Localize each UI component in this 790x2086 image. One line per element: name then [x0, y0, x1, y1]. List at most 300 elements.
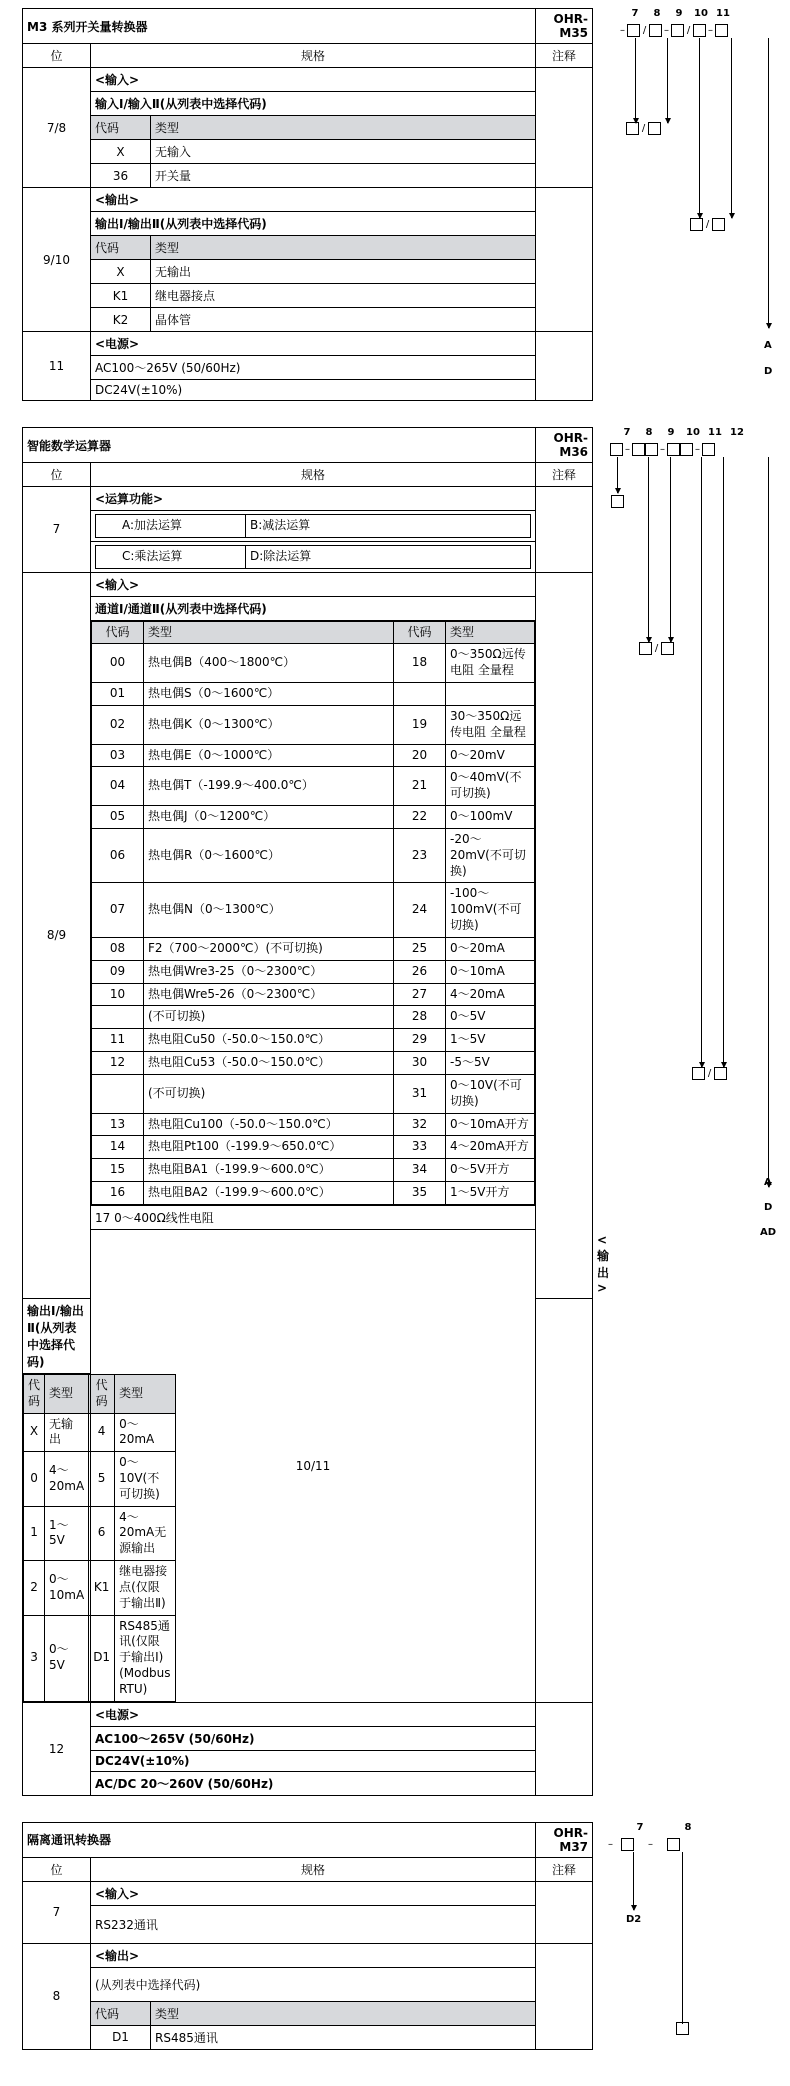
spec-block-m37	[22, 1822, 772, 2050]
code-row	[92, 806, 535, 829]
table-row	[23, 1750, 593, 1771]
plain-value: RS232通讯	[91, 1905, 536, 1943]
slash-separator: /	[642, 25, 647, 36]
digit-label: 12	[730, 427, 744, 438]
type-cell: 30～350Ω远传电阻 全量程	[446, 705, 535, 744]
list-header-row	[92, 621, 535, 644]
code-cell: 12	[92, 1052, 144, 1075]
code-cell: 01	[92, 683, 144, 706]
power-code-ad: AD	[760, 1227, 777, 1238]
code-cell: 20	[394, 744, 446, 767]
code-row	[92, 1136, 535, 1159]
section-subheading: 通道Ⅰ/通道Ⅱ(从列表中选择代码)	[91, 596, 536, 620]
table-row	[23, 620, 593, 1205]
digit-label: 7	[636, 1821, 644, 1833]
leader-line	[648, 457, 649, 642]
note-cell	[536, 68, 593, 188]
leader-line	[768, 38, 769, 328]
code-row	[92, 883, 535, 937]
code-box	[627, 24, 640, 37]
list-header-code: 代码	[89, 1374, 115, 1413]
spec-block-m36	[22, 427, 777, 1796]
section-heading: <输入>	[91, 572, 536, 596]
type-cell: 热电偶B（400～1800℃）	[144, 644, 394, 683]
slash-separator: /	[707, 1068, 712, 1079]
note-cell	[536, 1881, 593, 1943]
code-pair-output	[690, 218, 725, 231]
table-row	[23, 1771, 593, 1795]
section-subheading: (从列表中选择代码)	[91, 1967, 536, 2001]
plain-value: AC/DC 20～260V (50/60Hz)	[91, 1771, 536, 1795]
leader-line	[682, 1852, 683, 2024]
code-cell: 4	[89, 1413, 115, 1452]
code-cell: 19	[394, 705, 446, 744]
code-cell: 34	[394, 1159, 446, 1182]
code-pair-input	[639, 642, 674, 655]
table-row	[23, 164, 593, 188]
code-row	[24, 1615, 176, 1701]
type-cell: 热电阻Pt100（-199.9～650.0℃）	[144, 1136, 394, 1159]
col-header-spec: 规格	[91, 44, 536, 68]
type-cell: 热电偶S（0～1600℃）	[144, 683, 394, 706]
code-cell: 25	[394, 937, 446, 960]
type-cell: 0～10mA	[45, 1561, 89, 1615]
table-row	[23, 1726, 593, 1750]
type-cell: 热电偶Wre5-26（0～2300℃）	[144, 983, 394, 1006]
table-row	[23, 116, 593, 140]
block-model: OHR-M36	[536, 428, 593, 463]
code-cell	[394, 683, 446, 706]
code-row	[92, 744, 535, 767]
code-box	[611, 495, 624, 508]
code-box	[676, 2022, 689, 2035]
code-cell: D1	[89, 1615, 115, 1701]
power-code-a: A	[764, 340, 772, 351]
spec-table-m37	[22, 1822, 593, 2050]
table-row	[23, 212, 593, 236]
list-header-code: 代码	[24, 1374, 45, 1413]
plain-value: AC100～265V (50/60Hz)	[91, 1726, 536, 1750]
code-box	[671, 24, 684, 37]
plain-value: DC24V(±10%)	[91, 1750, 536, 1771]
section-position: 7/8	[23, 68, 91, 188]
table-row	[23, 260, 593, 284]
function-item: D:除法运算	[246, 545, 531, 568]
block-title: 隔离通讯转换器	[23, 1822, 536, 1857]
code-box	[639, 642, 652, 655]
table-row: 10/11 <输出>	[23, 1229, 593, 1298]
table-row	[23, 2001, 593, 2025]
code-box	[667, 1838, 680, 1851]
code-cell: 15	[92, 1159, 144, 1182]
spec-table-m36	[22, 427, 610, 1796]
column-header-row	[23, 463, 593, 487]
power-code-d: D	[764, 366, 773, 377]
code-row	[24, 1561, 176, 1615]
col-header-spec: 规格	[91, 463, 536, 487]
block-model: OHR-M37	[536, 1822, 593, 1857]
code-box	[702, 443, 715, 456]
spec-table-m35	[22, 8, 593, 401]
table-row	[23, 236, 593, 260]
code-row	[92, 644, 535, 683]
type-cell: 无输出	[45, 1413, 89, 1452]
code-box	[692, 1067, 705, 1080]
code-cell: 1	[24, 1506, 45, 1560]
section-position: 8/9	[23, 572, 91, 1298]
function-row	[91, 511, 536, 542]
code-cell: 0	[24, 1452, 45, 1506]
code-row	[92, 1029, 535, 1052]
table-row	[23, 541, 593, 572]
type-cell: 0～10mA开方	[446, 1113, 535, 1136]
type-cell: 0～5V开方	[446, 1159, 535, 1182]
digit-label: 8	[653, 8, 661, 19]
block-title: 智能数学运算器	[23, 428, 536, 463]
code-cell: X	[24, 1413, 45, 1452]
type-cell: 热电阻BA2（-199.9～600.0℃）	[144, 1182, 394, 1205]
type-cell: 无输入	[151, 140, 536, 164]
type-cell: RS485通讯	[151, 2025, 536, 2049]
code-cell: 23	[394, 828, 446, 882]
code-pair-output	[692, 1067, 727, 1080]
type-cell: F2（700～2000℃）(不可切换)	[144, 937, 394, 960]
slash-separator: /	[641, 123, 646, 134]
function-item: A:加法运算	[96, 515, 246, 538]
code-cell: 13	[92, 1113, 144, 1136]
code-cell: 09	[92, 960, 144, 983]
code-box	[712, 218, 725, 231]
code-cell: 5	[89, 1452, 115, 1506]
power-code-a: A	[764, 1177, 772, 1188]
input-tail-row: 17 0～400Ω线性电阻	[91, 1205, 536, 1229]
code-row	[92, 705, 535, 744]
code-box	[649, 24, 662, 37]
digit-label: 10	[694, 8, 708, 19]
type-cell: 热电阻BA1（-199.9～600.0℃）	[144, 1159, 394, 1182]
table-row	[23, 1702, 593, 1726]
code-row	[92, 1052, 535, 1075]
table-row	[23, 511, 593, 542]
note-cell	[536, 487, 593, 573]
type-cell: 0～5V	[45, 1615, 89, 1701]
digit-label: 7	[623, 427, 631, 438]
note-cell	[536, 1702, 593, 1795]
code-cell: D1	[91, 2025, 151, 2049]
table-row	[23, 1905, 593, 1943]
code-cell: 08	[92, 937, 144, 960]
code-cell: X	[91, 260, 151, 284]
section-heading: <输出>	[91, 188, 536, 212]
code-box	[661, 642, 674, 655]
code-row	[92, 1074, 535, 1113]
block-title: M3 系列开关量转换器	[23, 9, 536, 44]
list-header-code: 代码	[92, 621, 144, 644]
code-cell: 3	[24, 1615, 45, 1701]
section-subheading: 输出Ⅰ/输出Ⅱ(从列表中选择代码)	[91, 212, 536, 236]
col-header-note: 注释	[536, 44, 593, 68]
code-cell: 35	[394, 1182, 446, 1205]
code-cell: K1	[89, 1561, 115, 1615]
table-row	[23, 380, 593, 401]
list-header-type: 类型	[115, 1374, 175, 1413]
table-row	[23, 188, 593, 212]
note-cell	[536, 572, 593, 1298]
type-cell: 0～100mV	[446, 806, 535, 829]
leader-line	[731, 38, 732, 218]
code-box	[648, 122, 661, 135]
digit-label: 8	[645, 427, 653, 438]
digit-label: 9	[667, 427, 675, 438]
type-cell: 0～40mV(不可切换)	[446, 767, 535, 806]
code-cell: 22	[394, 806, 446, 829]
block-model: OHR-M35	[536, 9, 593, 44]
type-cell: 继电器接点(仅限于输出Ⅱ)	[115, 1561, 175, 1615]
code-row	[92, 983, 535, 1006]
slash-separator: /	[686, 25, 691, 36]
code-cell: 03	[92, 744, 144, 767]
list-header-code: 代码	[91, 2001, 151, 2025]
code-cell: K2	[91, 308, 151, 332]
code-cell: 2	[24, 1561, 45, 1615]
model-code-diagram-m37	[608, 1821, 790, 2050]
list-header-type: 类型	[446, 621, 535, 644]
dash-separator: –	[620, 25, 625, 36]
code-cell: 30	[394, 1052, 446, 1075]
type-cell: 热电阻Cu100（-50.0～150.0℃）	[144, 1113, 394, 1136]
type-cell: 开关量	[151, 164, 536, 188]
table-row	[23, 332, 593, 356]
type-cell: RS485通讯(仅限于输出Ⅰ)(Modbus RTU)	[115, 1615, 175, 1701]
column-header-row	[23, 1857, 593, 1881]
table-row	[23, 487, 593, 511]
type-cell	[446, 683, 535, 706]
type-cell: 4～20mA	[446, 983, 535, 1006]
section-position: 12	[23, 1702, 91, 1795]
dash-separator: –	[608, 1838, 613, 1850]
col-header-pos: 位	[23, 1857, 91, 1881]
function-item: B:减法运算	[246, 515, 531, 538]
code-cell: 31	[394, 1074, 446, 1113]
table-row	[23, 2025, 593, 2049]
type-cell: 4～20mA无源输出	[115, 1506, 175, 1560]
note-cell	[536, 332, 593, 401]
code-box	[715, 24, 728, 37]
type-cell: 0～20mA	[446, 937, 535, 960]
table-row	[23, 596, 593, 620]
dash-separator: –	[664, 25, 669, 36]
list-header-code: 代码	[91, 116, 151, 140]
digit-label: 8	[684, 1821, 692, 1833]
code-row	[92, 828, 535, 882]
code-cell: 10	[92, 983, 144, 1006]
list-header-code: 代码	[394, 621, 446, 644]
list-header-code: 代码	[91, 236, 151, 260]
table-row	[23, 356, 593, 380]
code-cell: 02	[92, 705, 144, 744]
slash-separator: /	[654, 643, 659, 654]
type-cell: 1～5V开方	[446, 1182, 535, 1205]
input-code-list	[91, 620, 536, 1205]
digit-label: 11	[716, 8, 730, 19]
code-cell: 28	[394, 1006, 446, 1029]
code-box	[680, 443, 693, 456]
digit-label: 7	[631, 8, 639, 19]
code-cell: 6	[89, 1506, 115, 1560]
dash-separator: –	[660, 444, 665, 455]
type-cell: 热电偶J（0～1200℃）	[144, 806, 394, 829]
section-heading: <电源>	[91, 332, 536, 356]
code-cell: 27	[394, 983, 446, 1006]
code-box	[714, 1067, 727, 1080]
code-row	[92, 1182, 535, 1205]
code-row	[92, 960, 535, 983]
section-subheading: 输出Ⅰ/输出Ⅱ(从列表中选择代码)	[23, 1298, 91, 1373]
power-code-d: D	[764, 1202, 773, 1213]
type-cell: 热电阻Cu50（-50.0～150.0℃）	[144, 1029, 394, 1052]
list-header-type: 类型	[144, 621, 394, 644]
code-box	[632, 443, 645, 456]
code-box	[626, 122, 639, 135]
table-row	[23, 1205, 593, 1229]
leader-line	[667, 38, 668, 123]
code-box	[621, 1838, 634, 1851]
list-header-type: 类型	[151, 236, 536, 260]
section-position: 8	[23, 1943, 91, 2049]
type-cell: 热电阻Cu53（-50.0～150.0℃）	[144, 1052, 394, 1075]
type-cell: 热电偶N（0～1300℃）	[144, 883, 394, 937]
note-cell	[536, 1943, 593, 2049]
leader-line	[723, 457, 724, 1067]
code-cell: 36	[91, 164, 151, 188]
type-cell: 1～5V	[446, 1029, 535, 1052]
type-cell: 热电偶T（-199.9～400.0℃）	[144, 767, 394, 806]
type-cell: -100～100mV(不可切换)	[446, 883, 535, 937]
digit-label: 10	[686, 427, 700, 438]
type-cell: 0～10V(不可切换)	[446, 1074, 535, 1113]
function-row	[91, 541, 536, 572]
code-cell: 24	[394, 883, 446, 937]
code-row	[92, 1113, 535, 1136]
col-header-pos: 位	[23, 44, 91, 68]
code-cell: 05	[92, 806, 144, 829]
code-row	[92, 937, 535, 960]
leader-line	[701, 457, 702, 1067]
section-position: 11	[23, 332, 91, 401]
code-box	[610, 443, 623, 456]
code-box	[690, 218, 703, 231]
code-row	[24, 1506, 176, 1560]
section-heading: <输入>	[91, 1881, 536, 1905]
type-cell: 0～10mA	[446, 960, 535, 983]
section-subheading: 输入Ⅰ/输入Ⅱ(从列表中选择代码)	[91, 92, 536, 116]
table-row	[23, 68, 593, 92]
slash-separator: /	[705, 219, 710, 230]
type-cell: 4～20mA开方	[446, 1136, 535, 1159]
code-cell: 18	[394, 644, 446, 683]
code-box	[667, 443, 680, 456]
section-position: 7	[23, 1881, 91, 1943]
code-cell: 06	[92, 828, 144, 882]
leader-line	[635, 38, 636, 123]
code-cell: 26	[394, 960, 446, 983]
plain-value: AC100～265V (50/60Hz)	[91, 356, 536, 380]
table-row	[23, 1943, 593, 1967]
column-header-row	[23, 44, 593, 68]
code-row	[24, 1452, 176, 1506]
section-heading: <运算功能>	[91, 487, 536, 511]
model-code-diagram-m35	[616, 8, 790, 401]
code-box	[645, 443, 658, 456]
section-position: 7	[23, 487, 91, 573]
code-row	[92, 1006, 535, 1029]
dash-separator: –	[625, 444, 630, 455]
output-code-list	[23, 1373, 171, 1702]
code-cell: 04	[92, 767, 144, 806]
type-cell: 热电偶Wre3-25（0～2300℃）	[144, 960, 394, 983]
col-header-note: 注释	[536, 463, 593, 487]
type-cell: 0～350Ω远传电阻 全量程	[446, 644, 535, 683]
note-cell	[536, 188, 593, 332]
code-cell: 07	[92, 883, 144, 937]
section-heading: <输出>	[91, 1943, 536, 1967]
list-header-type: 类型	[151, 116, 536, 140]
type-cell: (不可切换)	[144, 1006, 394, 1029]
table-row	[23, 284, 593, 308]
leader-line	[670, 457, 671, 642]
section-position: 10/11	[91, 1229, 536, 1702]
plain-value: DC24V(±10%)	[91, 380, 536, 401]
type-cell: -20～20mV(不可切换)	[446, 828, 535, 882]
code-cell: 32	[394, 1113, 446, 1136]
section-heading: <电源>	[91, 1702, 536, 1726]
code-cell: 14	[92, 1136, 144, 1159]
dash-separator: –	[648, 1838, 653, 1850]
type-cell: 热电偶K（0～1300℃）	[144, 705, 394, 744]
code-row	[24, 1413, 176, 1452]
type-cell: 无输出	[151, 260, 536, 284]
table-title-row	[23, 9, 593, 44]
code-cell: 16	[92, 1182, 144, 1205]
col-header-spec: 规格	[91, 1857, 536, 1881]
table-row	[23, 308, 593, 332]
type-cell: 0～20mV	[446, 744, 535, 767]
table-title-row	[23, 428, 593, 463]
code-pair-input	[626, 122, 661, 135]
code-cell: 00	[92, 644, 144, 683]
digit-label: 9	[675, 8, 683, 19]
function-item: C:乘法运算	[96, 545, 246, 568]
table-row	[23, 1881, 593, 1905]
leader-line	[617, 457, 618, 493]
type-cell: 热电偶R（0～1600℃）	[144, 828, 394, 882]
digit-label: 11	[708, 427, 722, 438]
code-cell	[92, 1074, 144, 1113]
code-row	[92, 767, 535, 806]
leader-line	[699, 38, 700, 218]
code-cell: K1	[91, 284, 151, 308]
code-cell	[92, 1006, 144, 1029]
code-row	[92, 1159, 535, 1182]
code-row	[92, 683, 535, 706]
table-row	[23, 92, 593, 116]
leader-line	[768, 457, 769, 1187]
type-cell: 4～20mA	[45, 1452, 89, 1506]
table-title-row	[23, 1822, 593, 1857]
list-header-type: 类型	[151, 2001, 536, 2025]
list-header-row	[24, 1374, 176, 1413]
list-header-type: 类型	[45, 1374, 89, 1413]
